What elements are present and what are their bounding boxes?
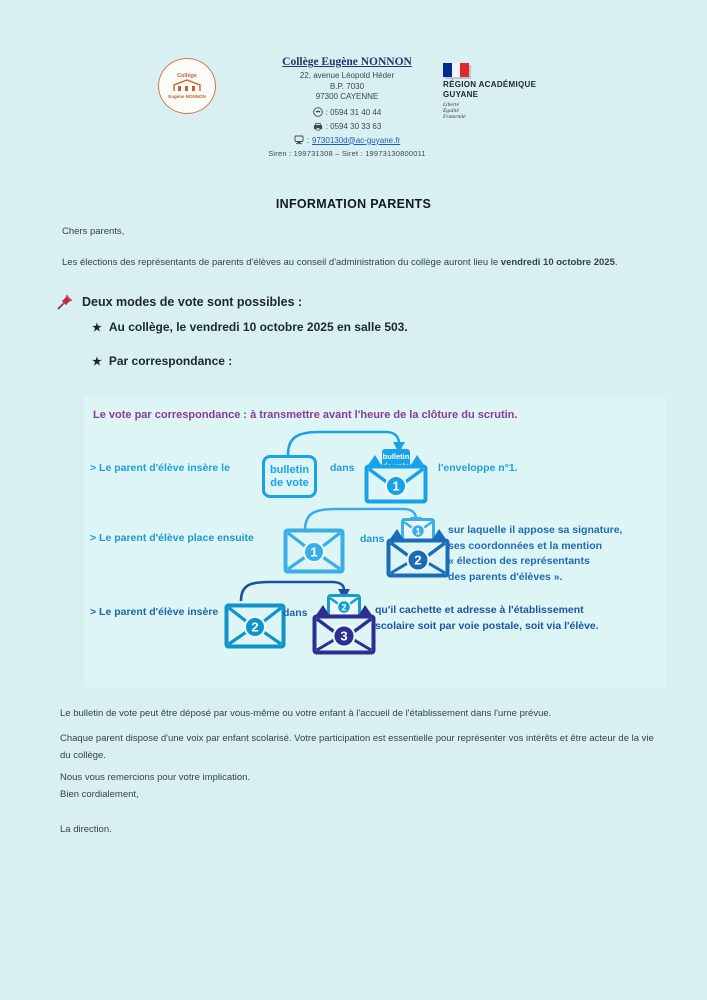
envelope1-closed-icon: [283, 527, 345, 575]
region-line-1: RÉGION ACADÉMIQUE: [443, 80, 537, 89]
region-academique-logo: [443, 63, 573, 120]
school-name: Collège Eugène NONNON: [282, 56, 412, 68]
diagram-row1-connector: dans: [330, 462, 355, 474]
ballot-paper-box: bulletin de vote: [262, 455, 317, 498]
diagram-row3-lead: > Le parent d'élève insère: [90, 606, 219, 618]
phone-icon: [313, 108, 323, 117]
diagram-row3-connector: dans: [283, 607, 308, 619]
mode-item-1: ★ Au collège, le vendredi 10 octobre 2025 en salle 503.: [92, 320, 408, 334]
mode-item-2: ★ Par correspondance :: [92, 354, 233, 368]
diagram-row1-trail: l'enveloppe n°1.: [438, 462, 518, 474]
fax-line: [232, 122, 462, 131]
school-building-icon: [172, 79, 202, 93]
closing-thanks: Nous vous remercions pour votre implication.: [60, 772, 251, 783]
diagram-row2-connector: dans: [360, 533, 385, 545]
closing-paragraph-2: Chaque parent dispose d'une voix par enfant scolarisé. Votre participation est essentielle pour représenter vos intérêts et être acteur de la vie du collège.: [60, 733, 654, 761]
school-logo-text-bottom: Eugène NONNON: [168, 94, 206, 99]
page-title: INFORMATION PARENTS: [275, 197, 432, 211]
fax-number: : 0594 30 33 63: [325, 121, 382, 131]
phone-line: [232, 108, 462, 117]
svg-text:2: 2: [414, 552, 422, 568]
svg-text:2: 2: [341, 602, 347, 613]
star-icon: ★: [92, 356, 102, 368]
pushpin-icon: [57, 293, 74, 310]
school-logo: [158, 58, 216, 114]
header-block: [232, 56, 462, 158]
svg-text:2: 2: [251, 619, 259, 635]
envelope2-closed-icon: [224, 602, 286, 650]
phone-number: : 0594 31 40 44: [325, 107, 382, 117]
diagram-row3-trail: qu'il cachette et adresse à l'établissement scolaire soit par voie postale, soit via l'élève.: [375, 604, 599, 632]
motto: Liberté Égalité Fraternité: [443, 102, 466, 120]
intro-paragraph: Les élections des représentants de parents d'élèves au conseil d'administration du collège auront lieu le vendredi 10 octobre 2025.: [62, 257, 618, 268]
closing-signature: La direction.: [60, 824, 112, 835]
diagram-row2-trail: sur laquelle il appose sa signature, ses coordonnées et la mention « élection des représentants des parents d'élèves ».: [448, 524, 623, 583]
diagram-title: Le vote par correspondance : à transmettre avant l'heure de la clôture du scrutin.: [93, 409, 518, 421]
svg-text:1: 1: [415, 526, 421, 537]
diagram-row2-lead: > Le parent d'élève place ensuite: [90, 532, 254, 544]
fax-icon: [313, 122, 323, 131]
computer-icon: [294, 136, 304, 145]
address-line-1: 22, avenue Léopold Héder: [299, 71, 395, 80]
siren-siret: Siren : 199731308 – Siret : 19973130800011: [268, 148, 426, 158]
modes-heading: Deux modes de vote sont possibles :: [57, 293, 302, 310]
email-separator: :: [306, 135, 310, 145]
svg-text:1: 1: [392, 478, 400, 494]
svg-text:3: 3: [340, 628, 348, 644]
svg-text:bulletin: bulletin: [382, 452, 410, 461]
election-date: vendredi 10 octobre 2025: [500, 257, 615, 268]
diagram-row1-lead: > Le parent d'élève insère le: [90, 462, 230, 474]
closing-paragraph-1: Le bulletin de vote peut être déposé par vous-même ou votre enfant à l'accueil de l'établissement dans l'urne prévue.: [60, 708, 552, 719]
closing-regards: Bien cordialement,: [60, 789, 139, 800]
school-logo-text-top: Collège: [177, 73, 197, 79]
email-link[interactable]: 9730130d@ac-guyane.fr: [312, 135, 401, 145]
envelope2-open-icon: [385, 518, 451, 578]
french-flag-icon: [443, 63, 469, 77]
address-line-3: 97300 CAYENNE: [315, 92, 379, 101]
address-line-2: B.P. 7030: [329, 81, 365, 91]
email-line: [232, 136, 462, 145]
star-icon: ★: [92, 322, 102, 334]
salutation: Chers parents,: [62, 226, 125, 237]
region-line-2: GUYANE: [443, 89, 479, 99]
envelope1-open-icon: [363, 448, 429, 504]
svg-text:1: 1: [310, 544, 318, 560]
envelope3-open-icon: [311, 594, 377, 656]
vote-by-mail-diagram: [84, 396, 666, 688]
